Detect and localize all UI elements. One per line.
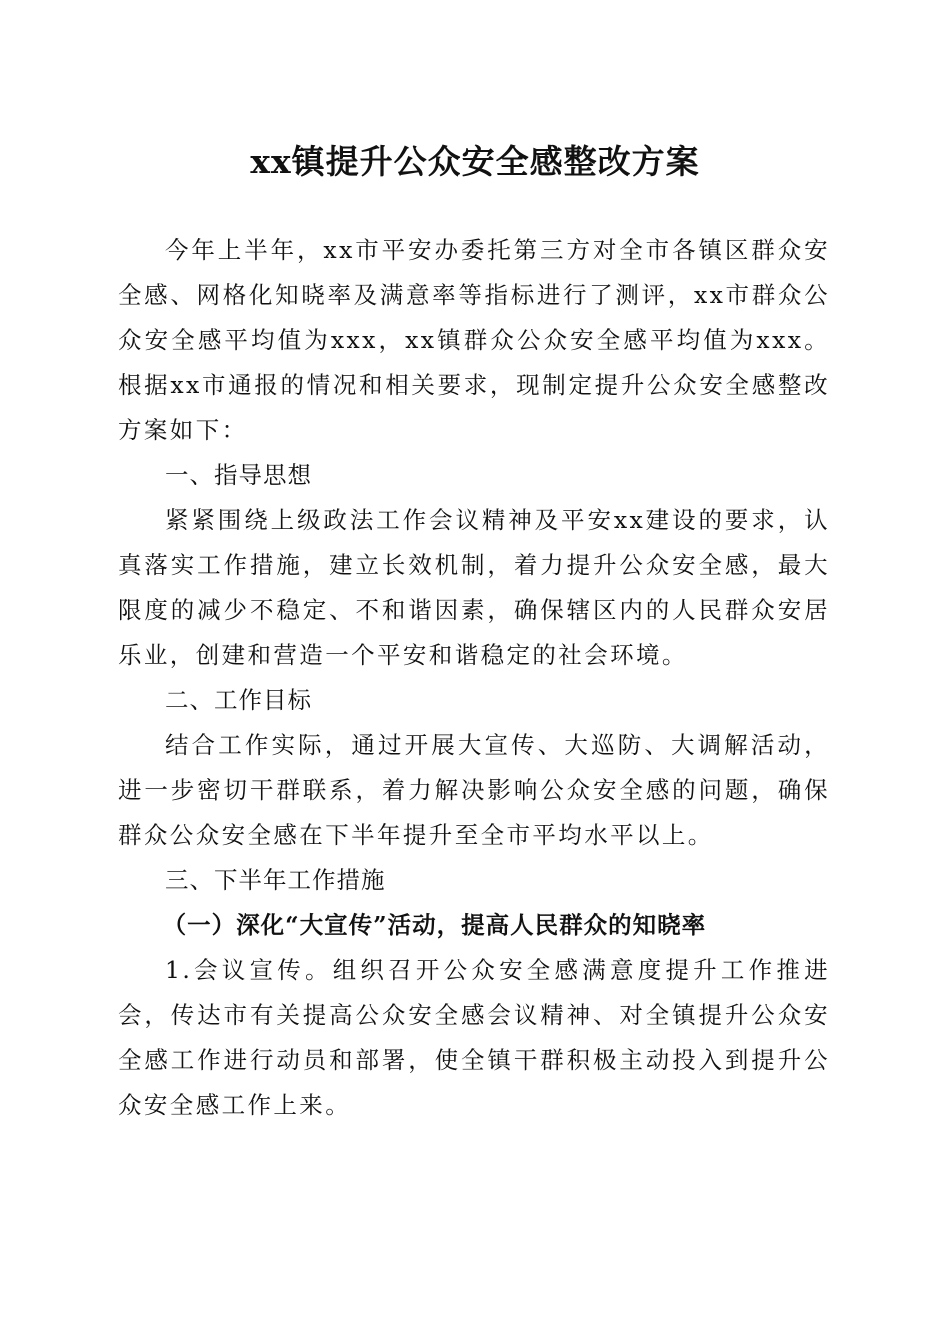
subsection-heading-publicity: （一）深化“大宣传”活动，提高人民群众的知晓率 (162, 911, 707, 939)
section-heading-work-goals: 二、工作目标 (165, 686, 312, 714)
section-paragraph-work-goals: 结合工作实际，通过开展大宣传、大巡防、大调解活动，进一步密切干群联系，着力解决影响公众安全感的问题，确保群众公众安全感在下半年提升至全市平均水平以上。 (118, 731, 830, 849)
intro-paragraph: 今年上半年，xx市平安办委托第三方对全市各镇区群众安全感、网格化知晓率及满意率等指标进行了测评，xx市群众公众安全感平均值为xxx，xx镇群众公众安全感平均值为xxx。根据xx市通报的情况和相关要求，现制定提升公众安全感整改方案如下： (118, 236, 830, 444)
item-paragraph-meeting-publicity: 1.会议宣传。组织召开公众安全感满意度提升工作推进会，传达市有关提高公众安全感会议精神、对全镇提升公众安全感工作进行动员和部署，使全镇干群积极主动投入到提升公众安全感工作上来。 (118, 956, 830, 1119)
section-paragraph-guiding-ideology: 紧紧围绕上级政法工作会议精神及平安xx建设的要求，认真落实工作措施，建立长效机制，着力提升公众安全感，最大限度的减少不稳定、不和谐因素，确保辖区内的人民群众安居乐业，创建和营造一个平安和谐稳定的社会环境。 (118, 506, 830, 669)
document-title: xx镇提升公众安全感整改方案 (250, 142, 700, 181)
document-body (118, 228, 830, 1128)
section-heading-guiding-ideology: 一、指导思想 (165, 461, 312, 489)
section-heading-work-measures: 三、下半年工作措施 (165, 866, 386, 894)
